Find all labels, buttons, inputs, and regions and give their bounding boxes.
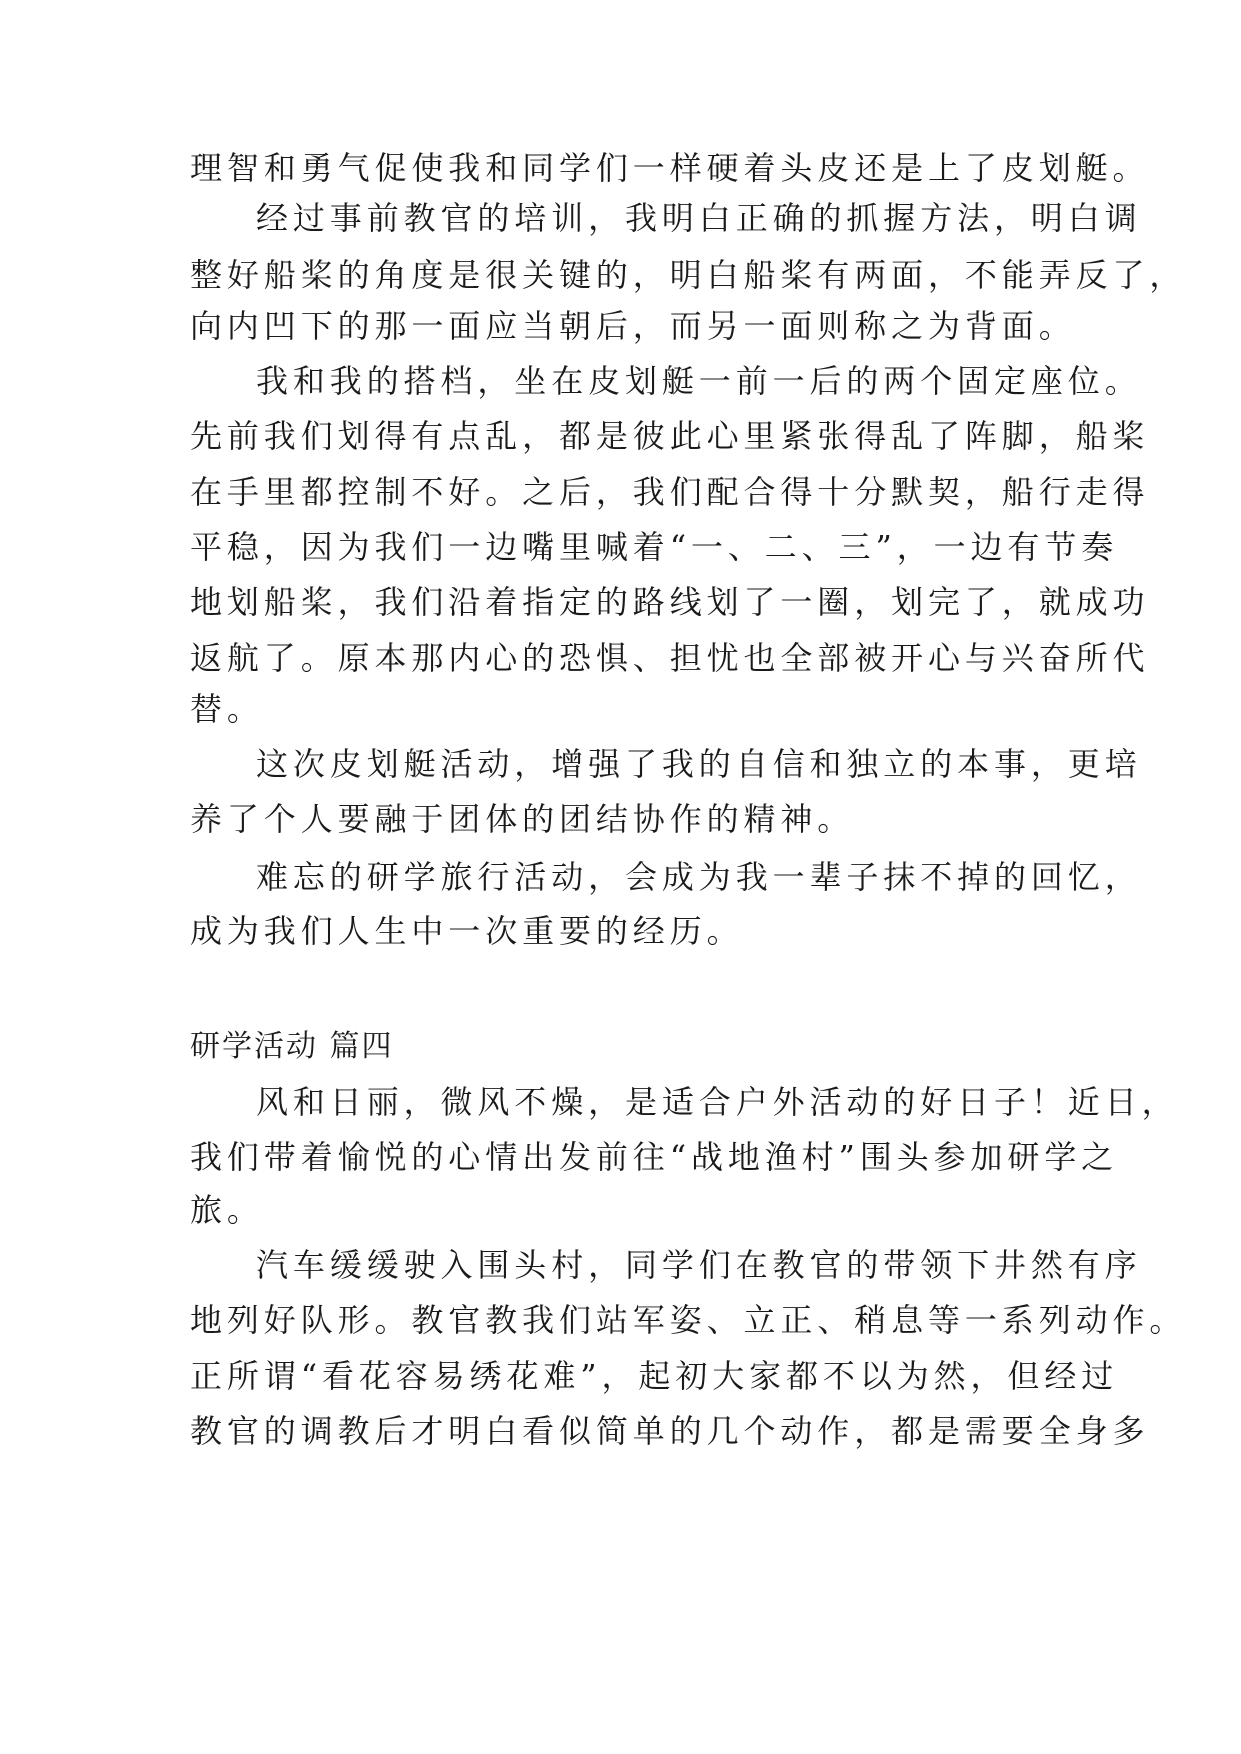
text-line: 成为我们人生中一次重要的经历。 xyxy=(190,912,744,950)
text-line: 返航了。原本那内心的恐惧、担忧也全部被开心与兴奋所代 xyxy=(190,639,1150,677)
paragraph-start: 风和日丽，微风不燥，是适合户外活动的好日子！近日， xyxy=(256,1083,1179,1121)
text-line: 替。 xyxy=(190,690,264,728)
text-line: 旅。 xyxy=(190,1191,264,1229)
text-line: 平稳，因为我们一边嘴里喊着“一、二、三”，一边有节奏 xyxy=(190,528,1119,566)
text-line: 我们带着愉悦的心情出发前往“战地渔村”围头参加研学之 xyxy=(190,1138,1119,1176)
text-line: 理智和勇气促使我和同学们一样硬着头皮还是上了皮划艇。 xyxy=(190,149,1150,187)
text-line: 养了个人要融于团体的团结协作的精神。 xyxy=(190,800,855,838)
section-heading: 研学活动 篇四 xyxy=(190,1029,394,1064)
text-line: 教官的调教后才明白看似简单的几个动作，都是需要全身多 xyxy=(190,1412,1150,1450)
text-line: 地划船桨，我们沿着指定的路线划了一圈，划完了，就成功 xyxy=(190,583,1150,621)
paragraph-start: 这次皮划艇活动，增强了我的自信和独立的本事，更培 xyxy=(256,745,1142,783)
paragraph-start: 经过事前教官的培训，我明白正确的抓握方法，明白调 xyxy=(256,199,1142,237)
text-line: 整好船桨的角度是很关键的，明白船桨有两面，不能弄反了， xyxy=(190,256,1187,294)
text-line: 在手里都控制不好。之后，我们配合得十分默契，船行走得 xyxy=(190,473,1150,511)
text-line: 向内凹下的那一面应当朝后，而另一面则称之为背面。 xyxy=(190,307,1076,345)
text-line: 正所谓“看花容易绣花难”，起初大家都不以为然，但经过 xyxy=(190,1357,1119,1395)
text-line: 先前我们划得有点乱，都是彼此心里紧张得乱了阵脚，船桨 xyxy=(190,417,1150,455)
text-line: 地列好队形。教官教我们站军姿、立正、稍息等一系列动作。 xyxy=(190,1301,1187,1339)
paragraph-start: 我和我的搭档，坐在皮划艇一前一后的两个固定座位。 xyxy=(256,362,1142,400)
paragraph-start: 汽车缓缓驶入围头村，同学们在教官的带领下井然有序 xyxy=(256,1246,1142,1284)
paragraph-start: 难忘的研学旅行活动，会成为我一辈子抹不掉的回忆， xyxy=(256,858,1142,896)
